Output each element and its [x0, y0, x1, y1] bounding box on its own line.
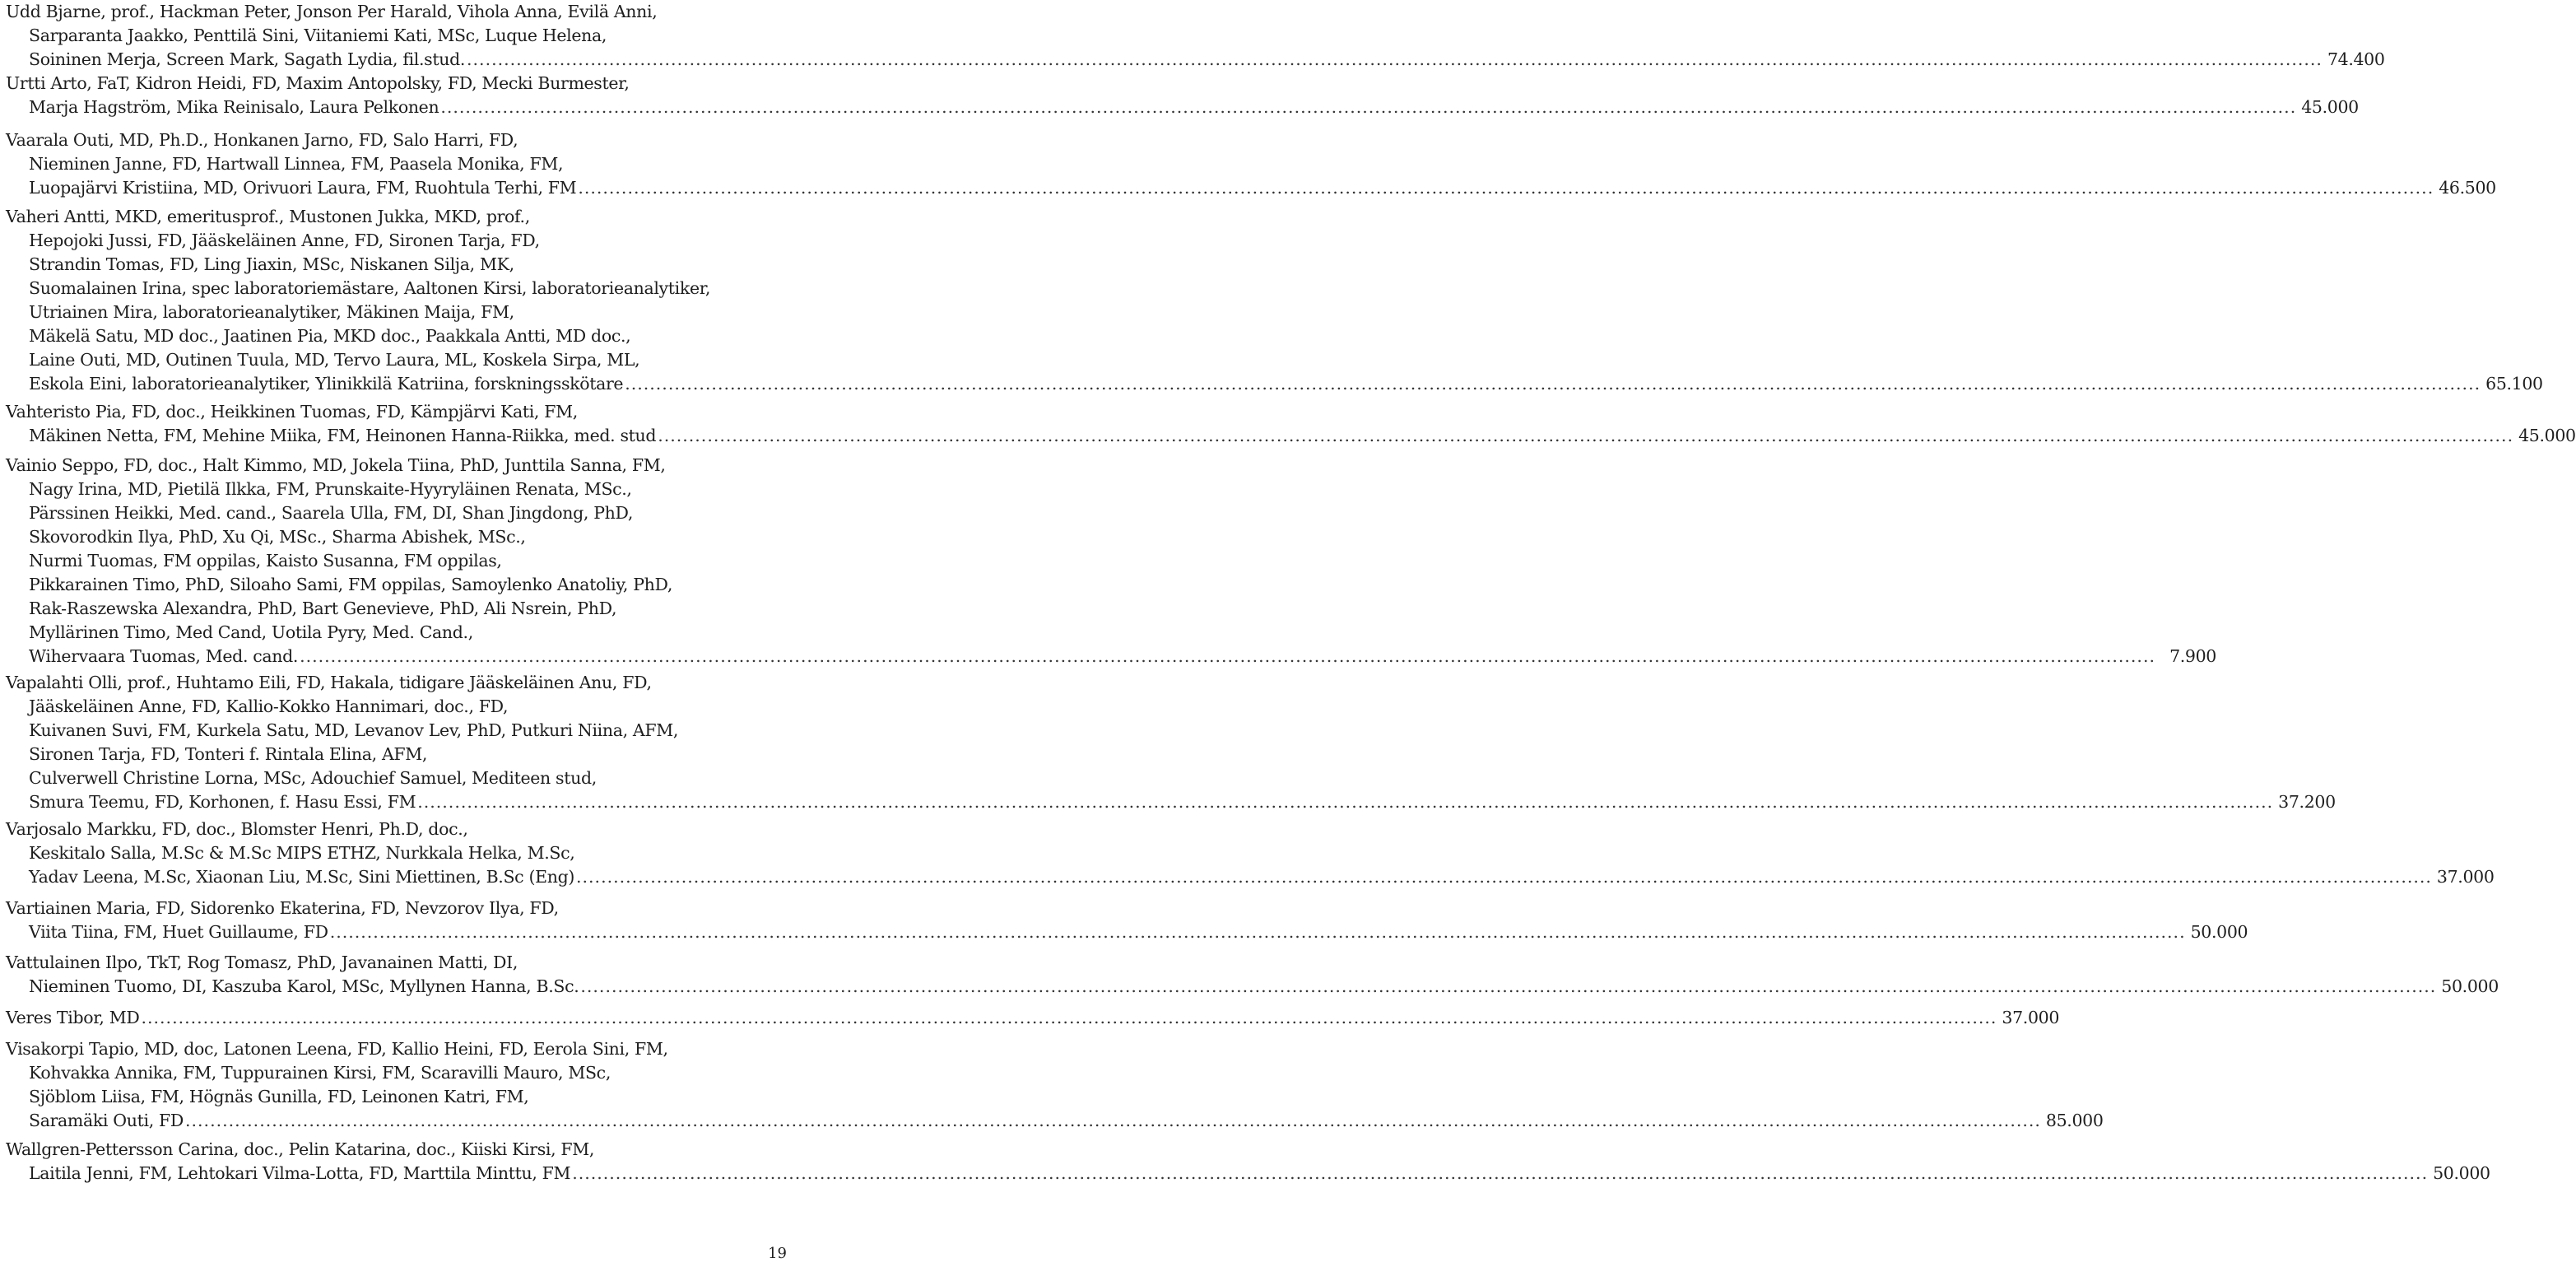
entry-line: Laine Outi, MD, Outinen Tuula, MD, Tervo Laura, ML, Koskela Sirpa, ML,: [29, 350, 640, 370]
entry-line: Nieminen Janne, FD, Hartwall Linnea, FM, Paasela Monika, FM,: [29, 154, 564, 174]
entry-last-line: [6, 1162, 2490, 1185]
entry-line: Wallgren-Pettersson Carina, doc., Pelin Katarina, doc., Kiiski Kirsi, FM,: [6, 1139, 595, 1159]
entry-line: Udd Bjarne, prof., Hackman Peter, Jonson Per Harald, Vihola Anna, Evilä Anni,: [6, 2, 658, 21]
entry-line: Vainio Seppo, FD, doc., Halt Kimmo, MD, Jokela Tiina, PhD, Junttila Sanna, FM,: [6, 455, 666, 475]
entry-line: Nurmi Tuomas, FM oppilas, Kaisto Susanna, FM oppilas,: [29, 551, 502, 571]
entry-line-text: Saramäki Outi, FD: [29, 1111, 184, 1130]
entry-line: Mäkelä Satu, MD doc., Jaatinen Pia, MKD doc., Paakkala Antti, MD doc.,: [29, 326, 631, 346]
grant-entry: [6, 454, 2216, 668]
dot-leader: ............................................................................................................................................................................................................................................................................................................: [572, 1163, 2429, 1183]
dot-leader: ............................................................................................................................................................................................................................................................................................................: [580, 976, 2437, 996]
grant-entry: [6, 671, 2336, 814]
entry-last-line: [6, 95, 2359, 119]
grant-entry: [6, 128, 2496, 200]
dot-leader: ............................................................................................................................................................................................................................................................................................................: [300, 646, 2155, 666]
entry-line-text: Wihervaara Tuomas, Med. cand.: [29, 646, 299, 666]
grant-entry: [6, 951, 2499, 999]
entry-last-line: [6, 372, 2543, 396]
entry-line: Pikkarainen Timo, PhD, Siloaho Sami, FM oppilas, Samoylenko Anatoliy, PhD,: [29, 575, 673, 594]
entry-line: Vapalahti Olli, prof., Huhtamo Eili, FD, Hakala, tidigare Jääskeläinen Anu, FD,: [6, 673, 652, 692]
entry-last-line: [6, 48, 2385, 72]
entry-line: Urtti Arto, FaT, Kidron Heidi, FD, Maxim Antopolsky, FD, Mecki Burmester,: [6, 73, 630, 93]
entry-line: Culverwell Christine Lorna, MSc, Adouchief Samuel, Mediteen stud,: [29, 768, 597, 788]
dot-leader: ............................................................................................................................................................................................................................................................................................................: [658, 426, 2514, 445]
grant-entry: [6, 72, 2359, 119]
dot-leader: ............................................................................................................................................................................................................................................................................................................: [578, 178, 2434, 198]
grant-entry: [6, 1138, 2490, 1185]
grant-entry: [6, 0, 2385, 72]
dot-leader: ............................................................................................................................................................................................................................................................................................................: [417, 792, 2274, 812]
grant-entry: [6, 1006, 2060, 1030]
entry-line-text: Marja Hagström, Mika Reinisalo, Laura Pelkonen: [29, 97, 439, 117]
entry-line: Pärssinen Heikki, Med. cand., Saarela Ulla, FM, DI, Shan Jingdong, PhD,: [29, 503, 634, 523]
entry-line: Vattulainen Ilpo, TkT, Rog Tomasz, PhD, Javanainen Matti, DI,: [6, 953, 518, 972]
entry-line-text: Viita Tiina, FM, Huet Guillaume, FD: [29, 922, 328, 942]
entry-line: Myllärinen Timo, Med Cand, Uotila Pyry, Med. Cand.,: [29, 622, 473, 642]
grant-entry: [6, 897, 2248, 944]
entry-last-line: [6, 176, 2496, 200]
entry-line: Varjosalo Markku, FD, doc., Blomster Henri, Ph.D, doc.,: [6, 819, 468, 839]
grant-entry: [6, 817, 2495, 889]
entry-line: Rak-Raszewska Alexandra, PhD, Bart Genevieve, PhD, Ali Nsrein, PhD,: [29, 599, 617, 618]
grant-amount: 37.000: [2436, 867, 2495, 887]
entry-line-text: Eskola Eini, laboratorieanalytiker, Ylinikkilä Katriina, forskningsskötare: [29, 374, 624, 394]
dot-leader: ............................................................................................................................................................................................................................................................................................................: [329, 922, 2186, 942]
entry-last-line: [6, 1006, 2060, 1030]
entry-line-text: Mäkinen Netta, FM, Mehine Miika, FM, Heinonen Hanna-Riikka, med. stud: [29, 426, 657, 445]
entry-last-line: [6, 865, 2495, 889]
dot-leader: ............................................................................................................................................................................................................................................................................................................: [185, 1111, 2041, 1130]
grant-amount: 37.000: [2002, 1008, 2060, 1027]
page-number: 19: [768, 1245, 787, 1262]
grant-amount: 37.200: [2278, 792, 2336, 812]
grant-entry: [6, 205, 2543, 396]
entry-last-line: [6, 424, 2576, 448]
entry-line: Strandin Tomas, FD, Ling Jiaxin, MSc, Niskanen Silja, MK,: [29, 254, 514, 274]
entry-line: Keskitalo Salla, M.Sc & M.Sc MIPS ETHZ, Nurkkala Helka, M.Sc,: [29, 843, 575, 863]
grant-amount: 45.000: [2301, 97, 2359, 117]
entry-line: Sjöblom Liisa, FM, Högnäs Gunilla, FD, Leinonen Katri, FM,: [29, 1087, 529, 1106]
grant-amount: 50.000: [2433, 1163, 2490, 1183]
dot-leader: ............................................................................................................................................................................................................................................................................................................: [467, 49, 2323, 69]
entry-last-line: [6, 645, 2216, 668]
entry-line: Vaarala Outi, MD, Ph.D., Honkanen Jarno, FD, Salo Harri, FD,: [6, 130, 518, 150]
entry-last-line: [6, 1109, 2104, 1133]
entry-line: Kohvakka Annika, FM, Tuppurainen Kirsi, FM, Scaravilli Mauro, MSc,: [29, 1063, 611, 1083]
dot-leader: ............................................................................................................................................................................................................................................................................................................: [440, 97, 2297, 117]
entry-line: Hepojoki Jussi, FD, Jääskeläinen Anne, FD, Sironen Tarja, FD,: [29, 231, 540, 250]
dot-leader: ............................................................................................................................................................................................................................................................................................................: [141, 1008, 1997, 1027]
entry-line: Skovorodkin Ilya, PhD, Xu Qi, MSc., Sharma Abishek, MSc.,: [29, 527, 526, 547]
entry-line-text: Smura Teemu, FD, Korhonen, f. Hasu Essi, FM: [29, 792, 416, 812]
grant-entry: [6, 400, 2576, 448]
entry-line: Sironen Tarja, FD, Tonteri f. Rintala Elina, AFM,: [29, 744, 428, 764]
grant-amount: 65.100: [2485, 374, 2543, 394]
entry-line-text: Laitila Jenni, FM, Lehtokari Vilma-Lotta, FD, Marttila Minttu, FM: [29, 1163, 571, 1183]
entry-line: Nagy Irina, MD, Pietilä Ilkka, FM, Prunskaite-Hyyryläinen Renata, MSc.,: [29, 479, 632, 499]
grant-amount: 46.500: [2439, 178, 2496, 198]
grant-amount: 85.000: [2045, 1111, 2104, 1130]
dot-leader: ............................................................................................................................................................................................................................................................................................................: [625, 374, 2481, 394]
entry-line-text: Luopajärvi Kristiina, MD, Orivuori Laura, FM, Ruohtula Terhi, FM: [29, 178, 577, 198]
entry-last-line: [6, 920, 2248, 944]
dot-leader: ............................................................................................................................................................................................................................................................................................................: [576, 867, 2432, 887]
grant-entry: [6, 1037, 2104, 1133]
entry-line: Vartiainen Maria, FD, Sidorenko Ekaterina, FD, Nevzorov Ilya, FD,: [6, 898, 559, 918]
entry-line-text: Yadav Leena, M.Sc, Xiaonan Liu, M.Sc, Sini Miettinen, B.Sc (Eng): [29, 867, 574, 887]
entry-line: Vaheri Antti, MKD, emeritusprof., Mustonen Jukka, MKD, prof.,: [6, 207, 530, 226]
entry-line-text: Nieminen Tuomo, DI, Kaszuba Karol, MSc, Myllynen Hanna, B.Sc.: [29, 976, 579, 996]
entry-line: Sarparanta Jaakko, Penttilä Sini, Viitaniemi Kati, MSc, Luque Helena,: [29, 26, 607, 45]
entry-last-line: [6, 975, 2499, 999]
grant-amount: 7.900: [2169, 646, 2216, 666]
entry-last-line: [6, 790, 2336, 814]
entry-line-text: Soininen Merja, Screen Mark, Sagath Lydia, fil.stud.: [29, 49, 466, 69]
entry-line-text: Veres Tibor, MD: [6, 1008, 140, 1027]
grant-amount: 50.000: [2441, 976, 2499, 996]
entry-line: Visakorpi Tapio, MD, doc, Latonen Leena, FD, Kallio Heini, FD, Eerola Sini, FM,: [6, 1039, 668, 1059]
entry-line: Utriainen Mira, laboratorieanalytiker, Mäkinen Maija, FM,: [29, 302, 514, 322]
grant-amount: 50.000: [2190, 922, 2248, 942]
entry-line: Suomalainen Irina, spec laboratoriemästare, Aaltonen Kirsi, laboratorieanalytiker,: [29, 278, 711, 298]
grant-amount: 74.400: [2327, 49, 2385, 69]
entry-line: Jääskeläinen Anne, FD, Kallio-Kokko Hannimari, doc., FD,: [29, 696, 509, 716]
entry-line: Vahteristo Pia, FD, doc., Heikkinen Tuomas, FD, Kämpjärvi Kati, FM,: [6, 402, 578, 422]
entry-line: Kuivanen Suvi, FM, Kurkela Satu, MD, Levanov Lev, PhD, Putkuri Niina, AFM,: [29, 720, 679, 740]
grant-amount: 45.000: [2518, 426, 2576, 445]
